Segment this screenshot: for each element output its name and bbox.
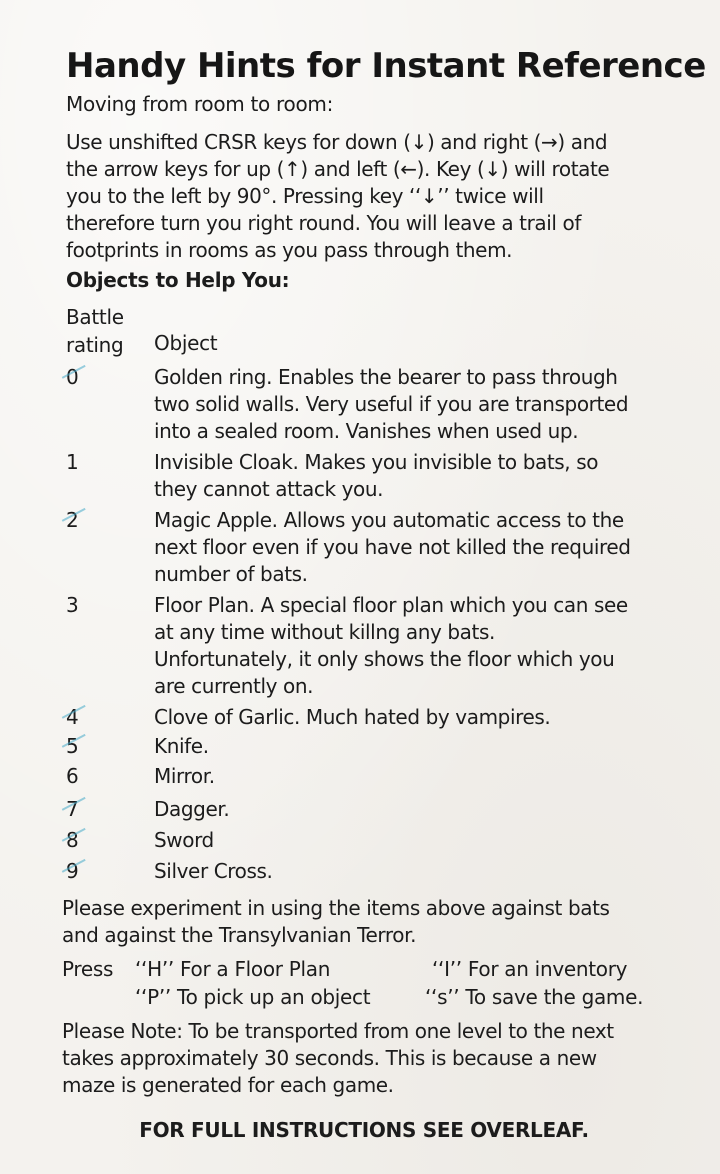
battle-rating-header <box>66 303 124 359</box>
item-rating: 0 <box>66 365 79 389</box>
item-line: are currently on. <box>154 674 314 698</box>
item-line: Sword <box>154 828 214 852</box>
intro-line: Use unshifted CRSR keys for down (↓) and right (→) and <box>66 130 608 154</box>
section-subtitle: Moving from room to room: <box>66 92 334 116</box>
object-header: Object <box>154 331 218 355</box>
item-line: Knife. <box>154 734 209 758</box>
item-rating: 1 <box>66 450 79 474</box>
item-rating: 4 <box>66 705 79 729</box>
intro-line: the arrow keys for up (↑) and left (←). Key (↓) will rotate <box>66 157 610 181</box>
item-rating: 3 <box>66 593 79 617</box>
item-line: Floor Plan. A special floor plan which you can see <box>154 593 628 617</box>
objects-heading: Objects to Help You: <box>66 268 290 292</box>
item-line: two solid walls. Very useful if you are transported <box>154 392 629 416</box>
experiment-line: and against the Transylvanian Terror. <box>62 923 417 947</box>
item-description <box>154 858 273 885</box>
footer-instructions: FOR FULL INSTRUCTIONS SEE OVERLEAF. <box>139 1118 589 1142</box>
item-rating: 2 <box>66 508 79 532</box>
item-line: Magic Apple. Allows you automatic access to the <box>154 508 624 532</box>
item-line: into a sealed room. Vanishes when used up. <box>154 419 579 443</box>
item-rating: 5 <box>66 734 79 758</box>
item-line: Clove of Garlic. Much hated by vampires. <box>154 705 551 729</box>
item-line: Golden ring. Enables the bearer to pass through <box>154 365 618 389</box>
press-key-h: ‘‘H’’ For a Floor Plan <box>135 957 331 981</box>
item-description <box>154 507 631 588</box>
item-description <box>154 449 598 503</box>
item-line: Dagger. <box>154 797 230 821</box>
item-line: Unfortunately, it only shows the floor which you <box>154 647 615 671</box>
intro-paragraph <box>66 129 686 264</box>
note-paragraph <box>62 1018 614 1099</box>
item-description <box>154 364 628 445</box>
item-description <box>154 733 209 760</box>
item-rating: 6 <box>66 764 79 788</box>
experiment-paragraph <box>62 895 610 949</box>
intro-line: footprints in rooms as you pass through them. <box>66 238 513 262</box>
item-description <box>154 592 628 700</box>
item-description <box>154 796 229 823</box>
press-key-i: ‘‘I’’ For an inventory <box>432 957 628 981</box>
intro-line: you to the left by 90°. Pressing key ‘‘↓’’ twice will <box>66 184 544 208</box>
item-description <box>154 827 214 854</box>
experiment-line: Please experiment in using the items above against bats <box>62 896 610 920</box>
item-line: at any time without killng any bats. <box>154 620 495 644</box>
item-line: Invisible Cloak. Makes you invisible to bats, so <box>154 450 599 474</box>
item-line: next floor even if you have not killed the required <box>154 535 631 559</box>
press-key-s: ‘‘s’’ To save the game. <box>425 985 644 1009</box>
item-description <box>154 704 550 731</box>
item-description <box>154 763 215 790</box>
note-line: takes approximately 30 seconds. This is because a new <box>62 1046 597 1070</box>
battle-header-line: Battle <box>66 305 124 329</box>
item-rating: 7 <box>66 797 79 821</box>
item-line: they cannot attack you. <box>154 477 384 501</box>
battle-header-line: rating <box>66 333 124 357</box>
note-line: maze is generated for each game. <box>62 1073 394 1097</box>
item-rating: 8 <box>66 828 79 852</box>
intro-line: therefore turn you right round. You will leave a trail of <box>66 211 582 235</box>
item-line: Silver Cross. <box>154 859 273 883</box>
note-line: Please Note: To be transported from one level to the next <box>62 1019 614 1043</box>
page-title: Handy Hints for Instant Reference <box>66 46 706 86</box>
item-line: Mirror. <box>154 764 215 788</box>
item-line: number of bats. <box>154 562 308 586</box>
press-key-p: ‘‘P’’ To pick up an object <box>135 985 371 1009</box>
press-label: Press <box>62 957 114 981</box>
item-rating: 9 <box>66 859 79 883</box>
